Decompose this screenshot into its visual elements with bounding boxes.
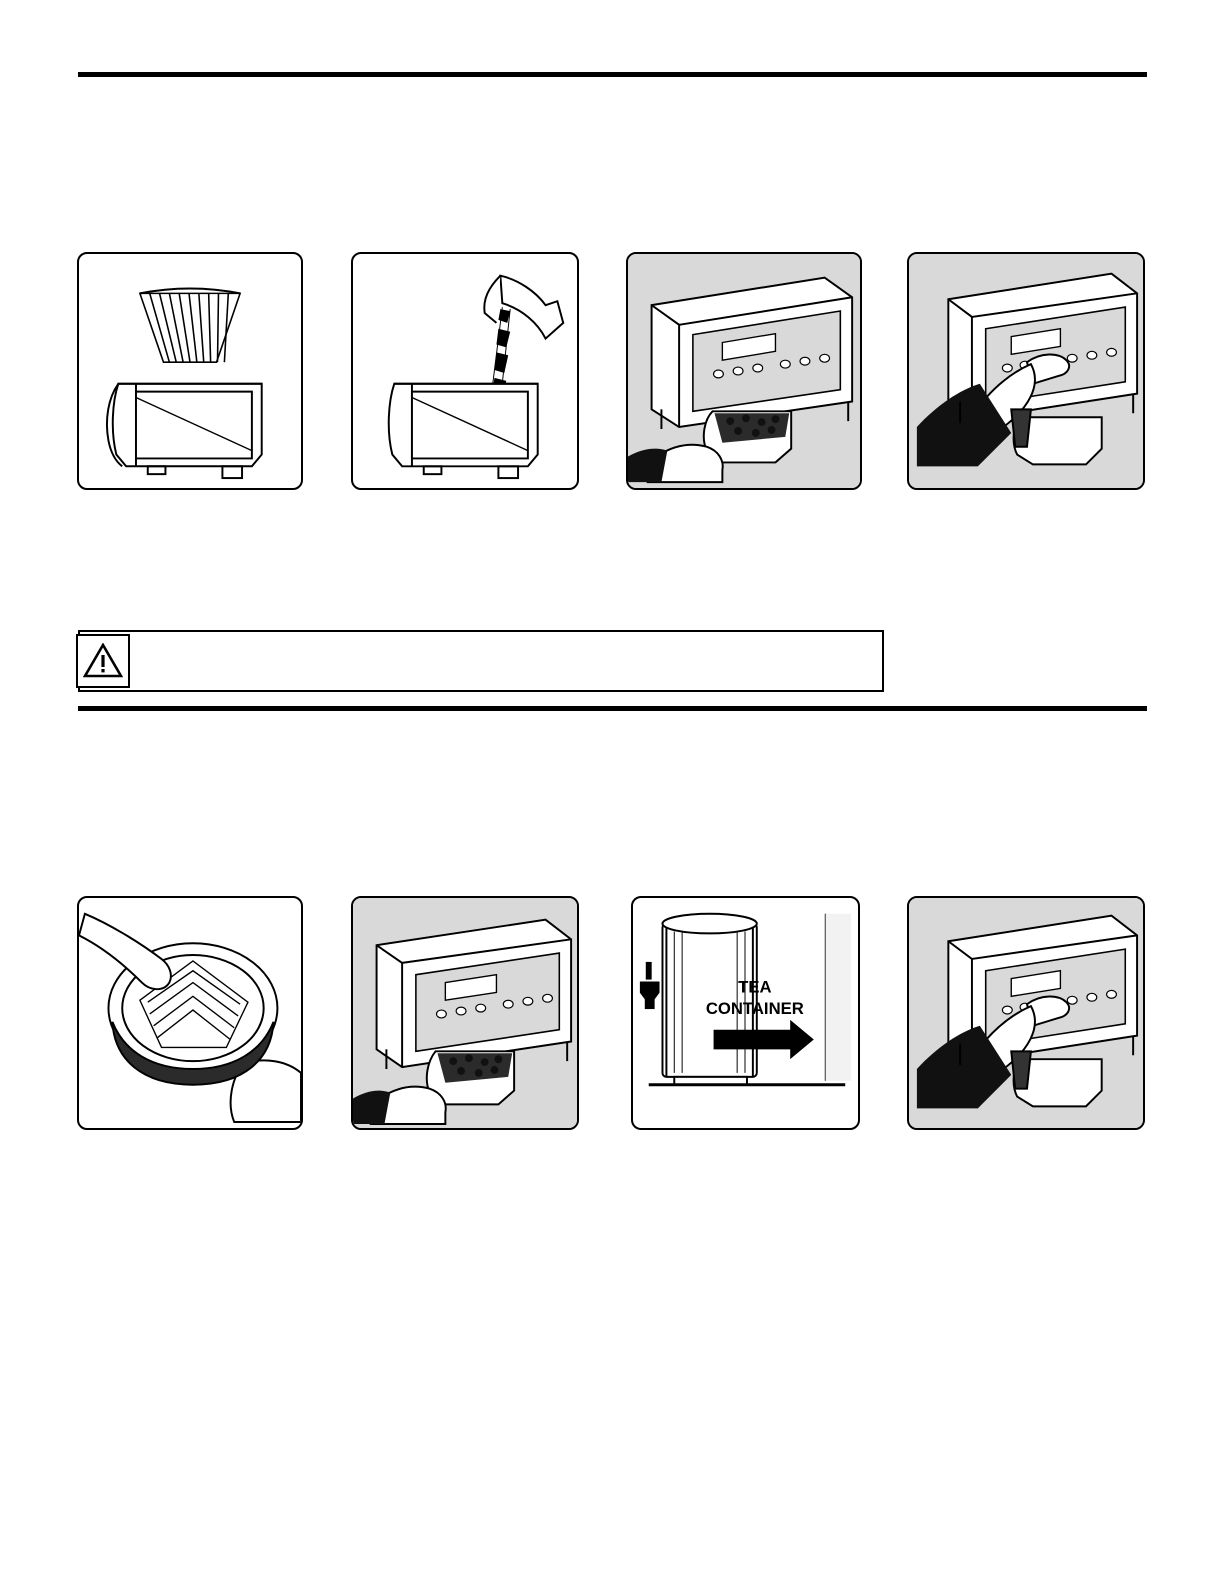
figure-place-tea-pack [77,896,303,1130]
caution-box [78,630,884,692]
figure-press-tea-brew-button [907,896,1145,1130]
svg-text:CONTAINER: CONTAINER [705,998,804,1018]
top-divider-rule [78,72,1147,77]
middle-divider-rule [78,706,1147,711]
figure-filter-and-basket [77,252,303,490]
figure-insert-tea-basket [351,896,579,1130]
figure-tea-container [631,896,860,1130]
figure-pour-grounds [351,252,579,490]
warning-triangle-icon [76,634,130,688]
figure-insert-basket [626,252,862,490]
figure-press-brew-button [907,252,1145,490]
svg-text:TEA: TEA [738,977,772,997]
